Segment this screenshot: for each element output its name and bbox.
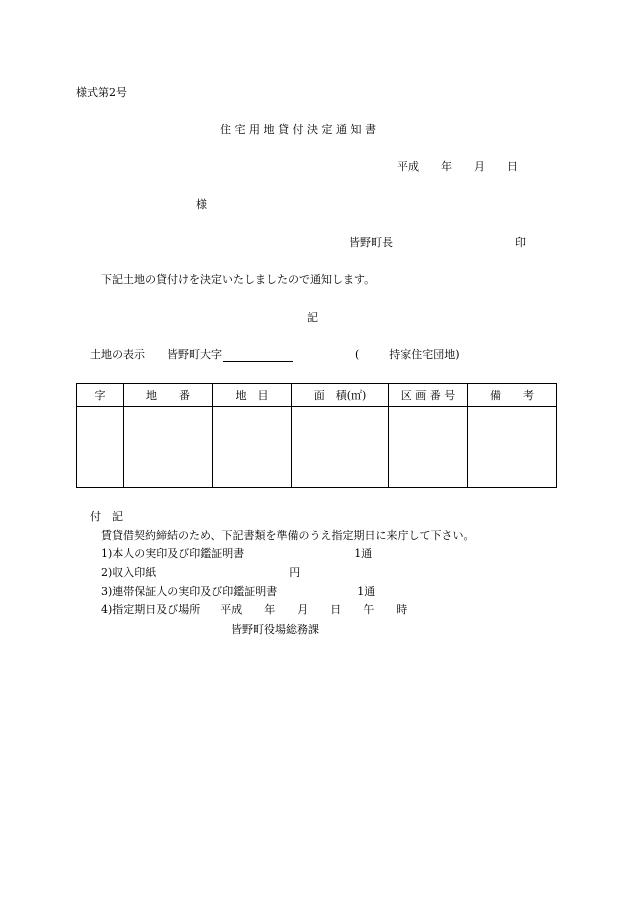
paren-open: (	[355, 348, 360, 361]
note-text: 3)連帯保証人の実印及び印鑑証明書	[101, 585, 278, 598]
land-label: 土地の表示	[90, 348, 145, 361]
office-name: 皆野町役場総務課	[231, 623, 319, 636]
addressee-suffix: 様	[196, 198, 207, 211]
table-cell	[213, 407, 292, 488]
form-number: 様式第2号	[76, 86, 127, 99]
intro-text: 下記土地の貸付けを決定いたしましたので通知します。	[101, 273, 376, 286]
land-designation	[90, 348, 460, 362]
header-remarks: 備 考	[468, 384, 557, 407]
table-cell	[77, 407, 124, 488]
seal-mark: 印	[515, 236, 526, 249]
note-item	[101, 585, 375, 599]
land-location-prefix: 皆野町大字	[167, 348, 222, 361]
header-aza: 字	[77, 384, 124, 407]
note-text: 1)本人の実印及び印鑑証明書	[101, 547, 245, 560]
header-area: 面 積(㎡)	[292, 384, 389, 407]
table-cell	[292, 407, 389, 488]
notes-intro: 賃貸借契約締結のため、下記書類を準備のうえ指定期日に来庁して下さい。	[101, 529, 475, 542]
note-value: 1通	[357, 585, 376, 598]
note-value: 円	[289, 566, 301, 579]
note-value: 平成 年 月 日 午 時	[220, 603, 408, 616]
note-value: 1通	[354, 547, 373, 560]
header-chiban: 地 番	[124, 384, 213, 407]
notes-heading: 付 記	[90, 510, 123, 523]
ki-heading: 記	[307, 311, 318, 324]
note-item	[101, 547, 372, 561]
note-text: 2)収入印紙	[101, 566, 157, 579]
note-text: 4)指定期日及び場所	[101, 603, 201, 616]
table-cell	[124, 407, 213, 488]
table-header-row	[77, 384, 557, 407]
table-row	[77, 407, 557, 488]
document-title: 住 宅 用 地 貸 付 決 定 通 知 書	[220, 123, 376, 136]
header-chimoku: 地 目	[213, 384, 292, 407]
note-item	[101, 566, 300, 580]
location-blank	[223, 350, 293, 362]
issuer-name: 皆野町長	[349, 236, 393, 249]
table-cell	[389, 407, 468, 488]
paren-text: 持家住宅団地)	[389, 348, 460, 361]
header-lot-number: 区 画 番 号	[389, 384, 468, 407]
table-cell	[468, 407, 557, 488]
land-table	[76, 383, 557, 488]
note-item	[101, 603, 407, 617]
date-line: 平成 年 月 日	[397, 160, 518, 173]
